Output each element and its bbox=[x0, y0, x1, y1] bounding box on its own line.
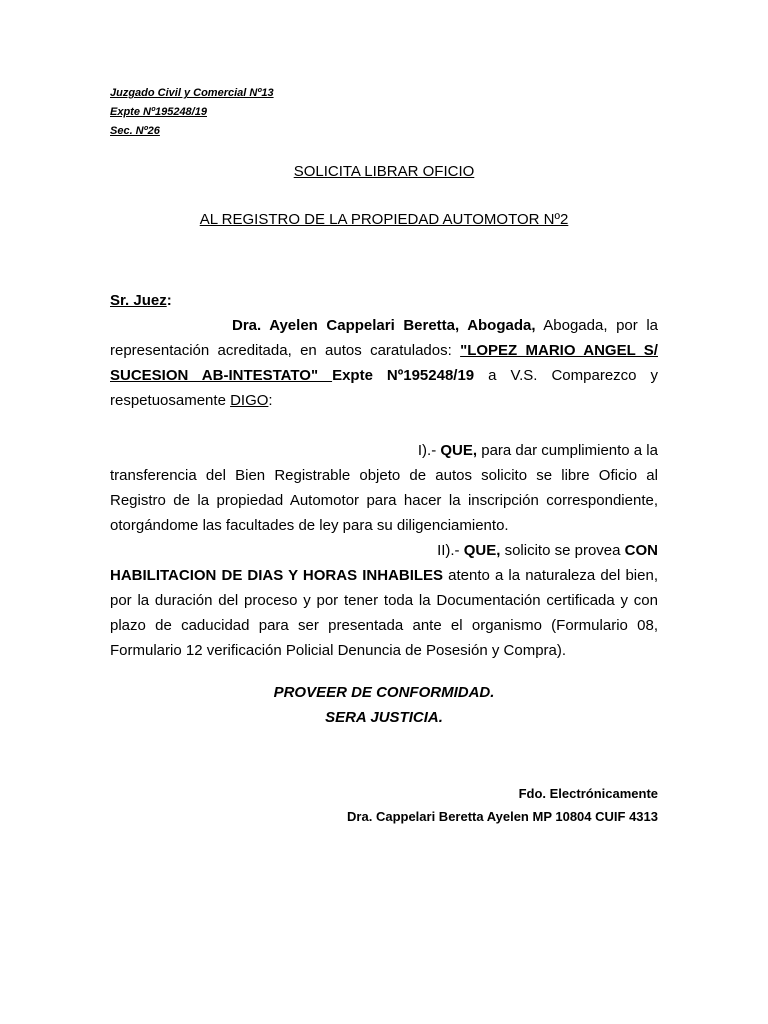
point-2-rest: atento a la naturaleza del bien, por la duración del proceso y por tener toda la Documentación certificada y con plazo de caducidad para ser presentada ante el organismo (Formulario 08, Formulario 12 verificación Policial Denuncia de Posesión y Compra). bbox=[110, 567, 658, 659]
intro-text-2: a V.S. Comparezco y respetuosamente bbox=[110, 367, 659, 409]
lawyer-name: Dra. Ayelen Cappelari Beretta, Abogada, bbox=[232, 317, 536, 334]
case-title: "LOPEZ MARIO ANGEL S/ SUCESION AB-INTESTATO" bbox=[110, 342, 658, 384]
point-2-con: CON bbox=[624, 542, 658, 559]
point-2-number: II).- bbox=[437, 542, 464, 559]
closing-line-1: PROVEER DE CONFORMIDAD. bbox=[273, 684, 495, 701]
salutation-label: Sr. Juez bbox=[110, 292, 167, 309]
intro-end: : bbox=[268, 392, 273, 409]
point-1-text-first: para dar cumplimiento a la bbox=[477, 442, 658, 459]
point-2-habilitacion: HABILITACION DE DIAS Y HORAS INHABILES bbox=[110, 567, 444, 584]
salutation-colon: : bbox=[166, 292, 172, 309]
closing-block bbox=[110, 680, 658, 730]
point-2-body bbox=[110, 563, 658, 663]
signature-block bbox=[110, 782, 658, 828]
intro-text-1: Abogada, por la representación acreditada, en autos caratulados: bbox=[110, 317, 658, 359]
point-1-number: I).- bbox=[417, 442, 441, 459]
intro-paragraph bbox=[110, 313, 658, 413]
court-name: Juzgado Civil y Comercial Nº13 bbox=[110, 87, 274, 99]
point-2-text-1: solicito se provea bbox=[500, 542, 625, 559]
section-number: Sec. Nº26 bbox=[110, 125, 160, 137]
signature-line-2: Dra. Cappelari Beretta Ayelen MP 10804 CUIF 4313 bbox=[347, 809, 658, 824]
closing-line-2: SERA JUSTICIA. bbox=[325, 709, 443, 726]
title-line-1: SOLICITA LIBRAR OFICIO bbox=[293, 163, 475, 180]
point-1-que: QUE, bbox=[440, 442, 478, 459]
point-2-first-line bbox=[110, 538, 658, 563]
intro-expte: Expte Nº195248/19 bbox=[332, 367, 475, 384]
title-line-2: AL REGISTRO DE LA PROPIEDAD AUTOMOTOR Nº2 bbox=[199, 211, 569, 228]
expte-number: Expte Nº195248/19 bbox=[110, 106, 207, 118]
point-1-body: transferencia del Bien Registrable objeto de autos solicito se libre Oficio al Registro de la propiedad Automotor para hacer la inscripción correspondiente, otorgándome las facultades de ley para su diligenciamiento. bbox=[110, 467, 658, 534]
point-2-que: QUE, bbox=[463, 542, 501, 559]
signature-line-1: Fdo. Electrónicamente bbox=[518, 786, 658, 801]
point-1-first-line bbox=[110, 438, 658, 463]
digo-word: DIGO bbox=[230, 392, 269, 409]
salutation bbox=[110, 288, 658, 313]
document-header bbox=[110, 84, 658, 141]
document-page bbox=[110, 84, 658, 828]
